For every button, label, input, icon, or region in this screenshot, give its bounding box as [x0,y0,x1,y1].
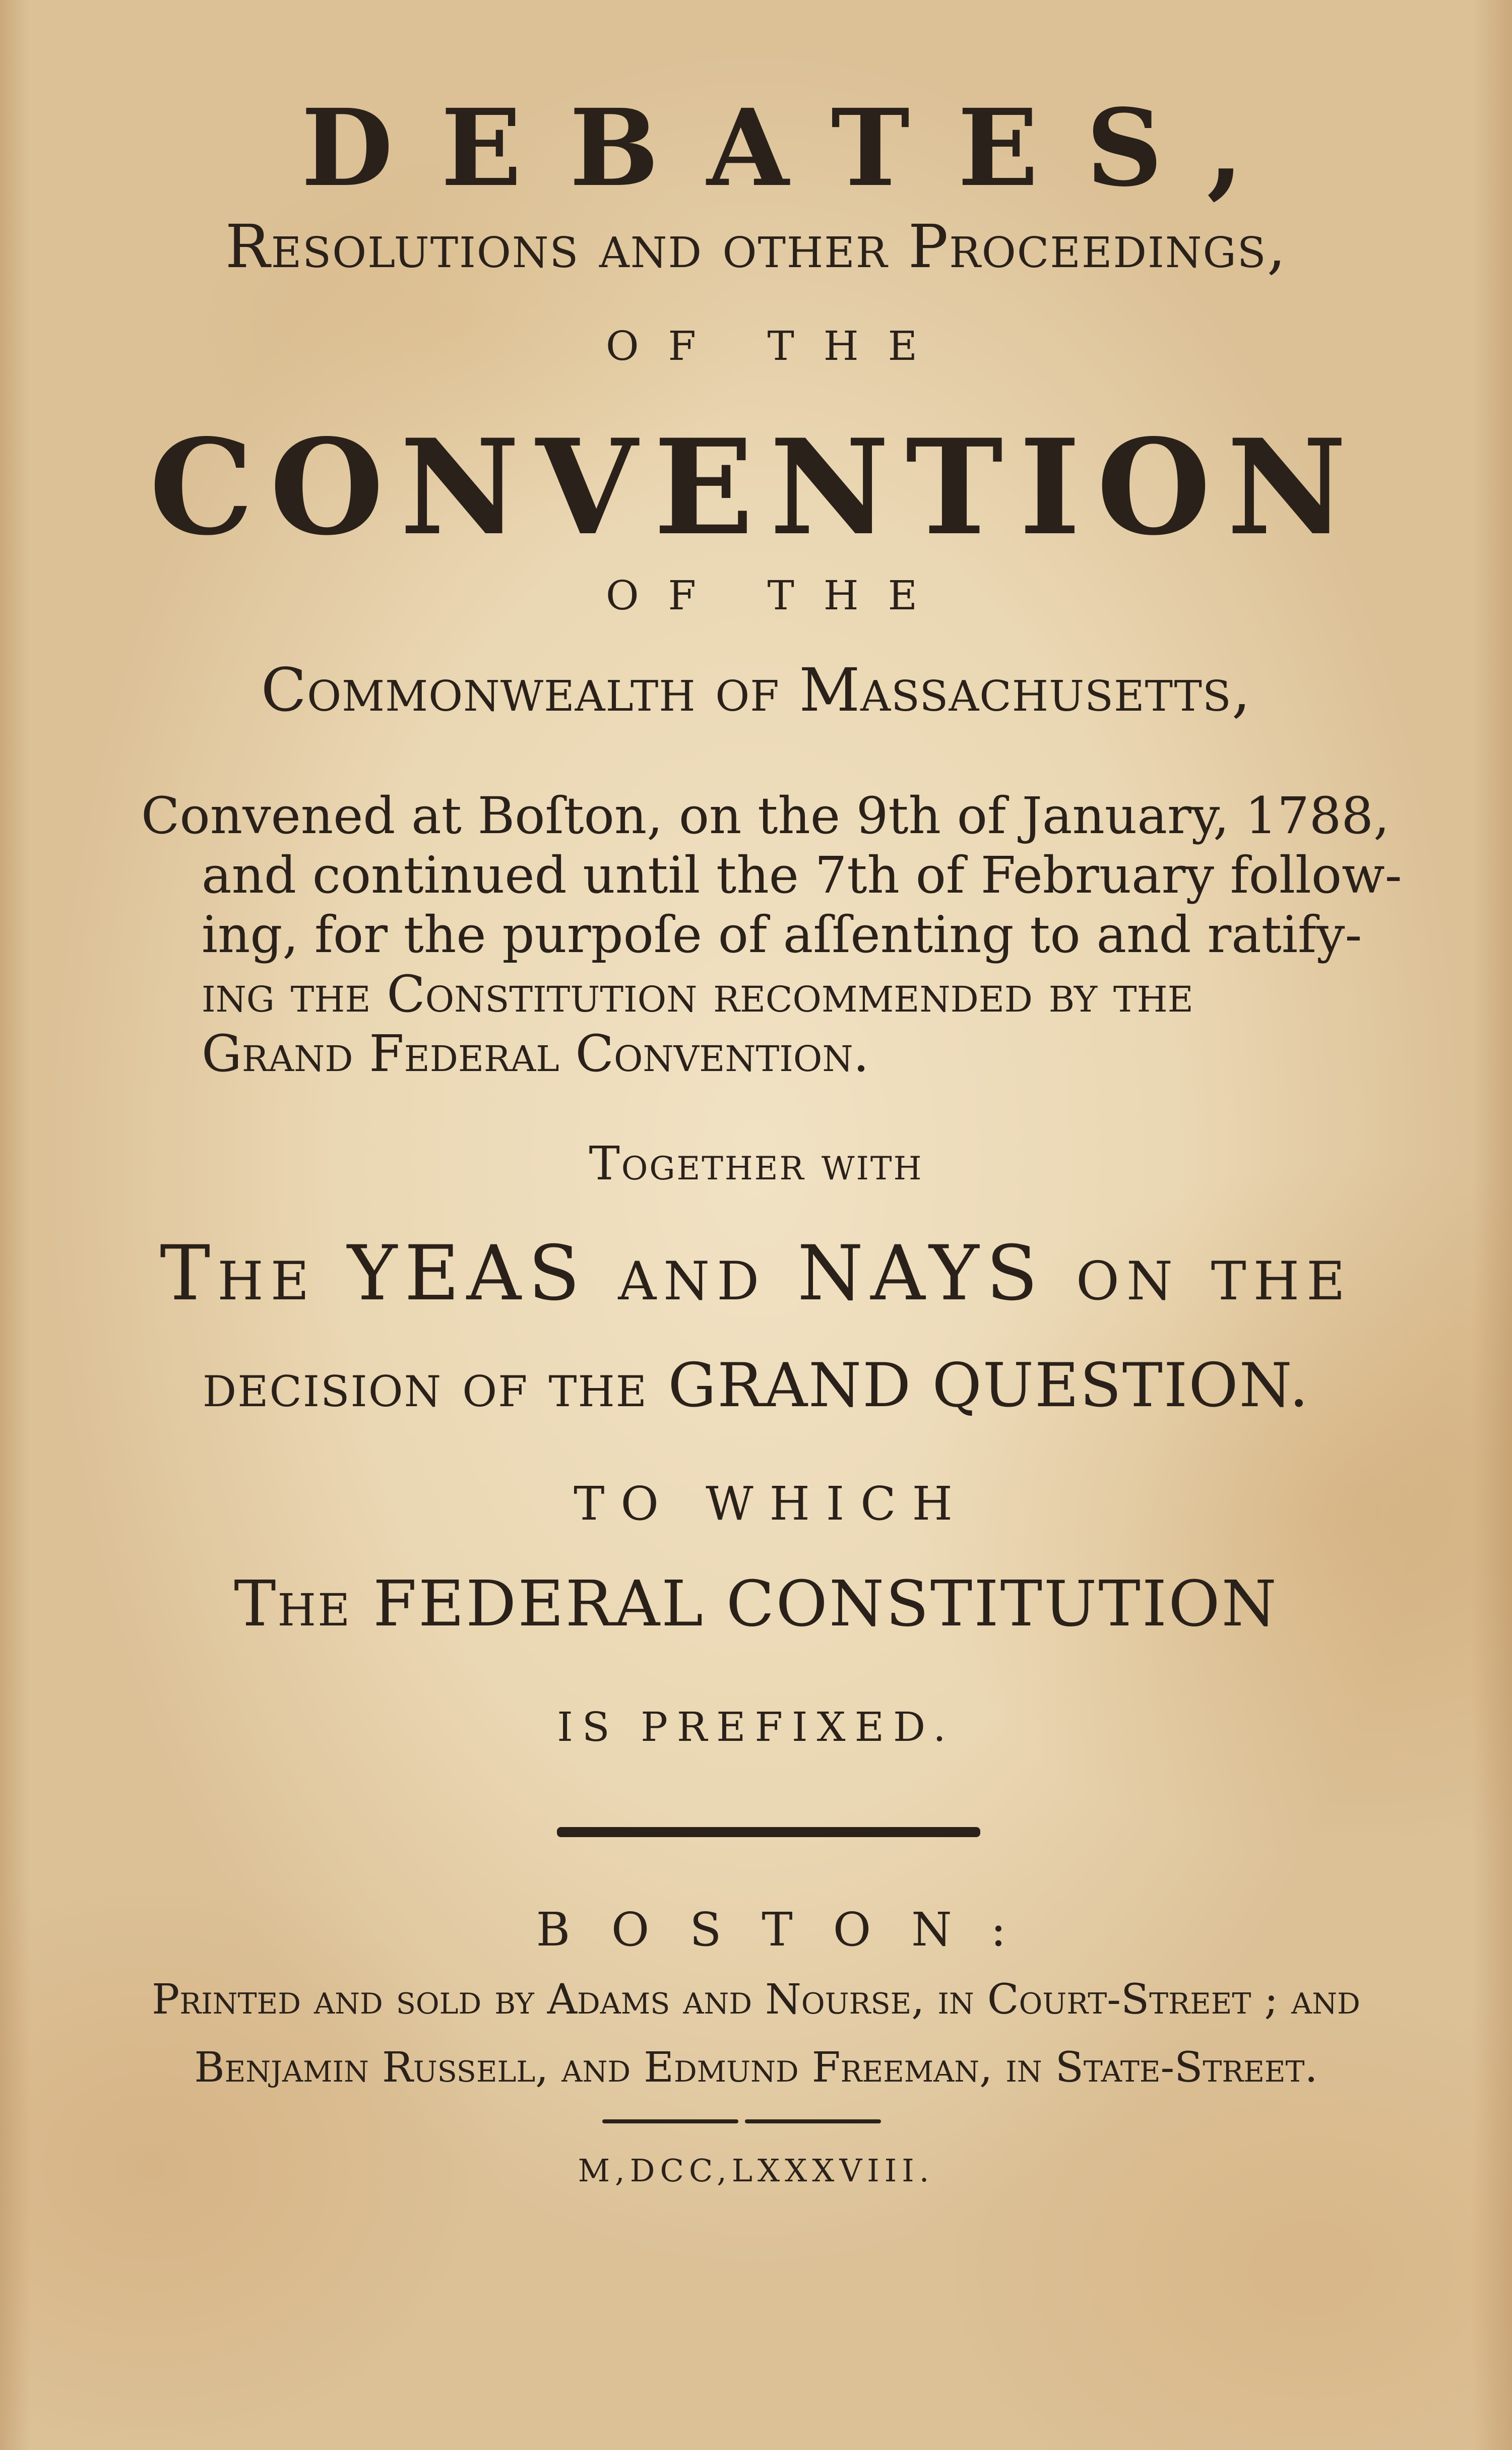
imprint-city: BOSTON: [536,1903,1047,1957]
divider-rule-short-right [745,2119,881,2123]
paragraph-line-4: ing the Constitution recommended by the [202,965,1193,1024]
of-the-line-1: OF THE [605,323,947,369]
is-prefixed-line: IS PREFIXED. [557,1704,955,1750]
to-which-line: TO WHICH [574,1477,969,1531]
yeas-and-nays-line: The YEAS and NAYS on the [160,1230,1352,1317]
description-paragraph [141,786,1402,1084]
grand-question-line: decision of the GRAND QUESTION. [202,1351,1310,1421]
imprint-printers-line: Printed and ſold by Adams and Nourse, in Court-Street ; and [152,1976,1360,2024]
commonwealth-line: Commonwealth of Massachusetts, [261,655,1251,725]
paragraph-line-2: and continued until the 7th of February follow- [202,846,1402,905]
together-with-line: Together with [589,1137,923,1190]
divider-rule [557,1827,980,1837]
federal-constitution-line: The FEDERAL CONSTITUTION [234,1567,1278,1641]
title-convention: CONVENTION [149,411,1363,564]
paragraph-line-1: Convened at Boſton, on the 9th of January, 1788, [141,786,1390,845]
paragraph-line-3: ing, for the purpoſe of aſſenting to and ratify- [202,905,1362,964]
of-the-line-2: OF THE [605,572,947,619]
imprint-date: M,DCC,LXXXVIII. [578,2152,934,2189]
subtitle-resolutions: Resolutions and other Proceedings, [225,212,1287,281]
divider-rule-short-left [602,2119,738,2123]
paragraph-line-5: Grand Federal Convention. [202,1024,869,1083]
title-debates: DEBATES, [301,86,1292,210]
imprint-booksellers-line: Benjamin Russell, and Edmund Freeman, in State-Street. [194,2044,1318,2092]
